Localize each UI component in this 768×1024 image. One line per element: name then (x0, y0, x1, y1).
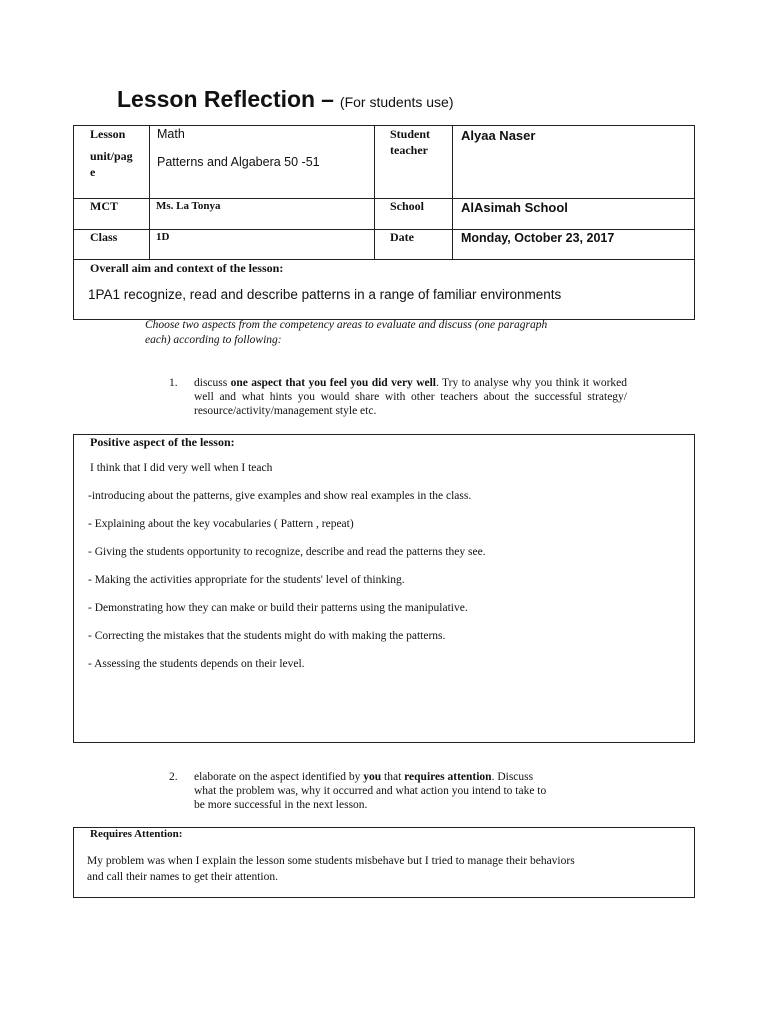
mct-value: Ms. La Tonya (156, 200, 221, 212)
unit-page-value: Patterns and Algabera 50 -51 (157, 155, 320, 169)
label-line: teacher (390, 143, 428, 157)
item-2-text (194, 770, 634, 812)
positive-line: - Making the activities appropriate for the students' level of thinking. (88, 574, 405, 586)
item-1 (169, 376, 629, 420)
instructions-line: Choose two aspects from the competency areas to evaluate and discuss (one paragraph (145, 319, 548, 331)
positive-aspect-title: Positive aspect of the lesson: (90, 435, 235, 449)
requires-attention-title: Requires Attention: (90, 828, 183, 840)
page-title (117, 86, 454, 113)
item-number: 2. (169, 771, 178, 783)
table-divider (374, 126, 375, 259)
class-label: Class (90, 230, 118, 244)
label-line: Lesson (90, 127, 126, 141)
label-line: unit/pag (90, 149, 133, 163)
positive-aspect-box (73, 434, 695, 743)
positive-line: - Giving the students opportunity to recognize, describe and read the patterns they see. (88, 546, 486, 558)
item-text-bold: one aspect that you feel you did very well (230, 377, 436, 389)
item-1-text (194, 376, 627, 418)
positive-line: - Assessing the students depends on their level. (88, 658, 305, 670)
instructions-text (145, 318, 625, 348)
aim-value: 1PA1 recognize, read and describe patterns in a range of familiar environments (88, 287, 562, 302)
school-value: AlAsimah School (461, 200, 568, 215)
positive-line: - Explaining about the key vocabularies ( Pattern , repeat) (88, 518, 354, 530)
attention-line: and call their names to get their attention. (87, 871, 278, 883)
student-teacher-value: Alyaa Naser (461, 128, 536, 143)
label-line: Student (390, 127, 431, 141)
date-label: Date (390, 230, 414, 244)
requires-attention-box (73, 827, 695, 898)
attention-line: My problem was when I explain the lesson some students misbehave but I tried to manage their behaviors (87, 855, 575, 867)
item-text-part: elaborate on the aspect identified by (194, 771, 364, 783)
positive-line: I think that I did very well when I teach (90, 462, 273, 474)
item-text-bold: you (363, 771, 382, 783)
item-text-part: that (381, 771, 405, 783)
item-text-bold: requires attention (404, 771, 492, 783)
subject-value: Math (157, 127, 185, 141)
aim-label: Overall aim and context of the lesson: (90, 261, 284, 275)
lesson-unit-label (90, 126, 133, 180)
class-value: 1D (156, 231, 170, 243)
item-text-part: . Discuss (491, 771, 534, 783)
title-dash: – (321, 86, 334, 112)
item-2-line: be more successful in the next lesson. (194, 799, 368, 811)
item-2-line (194, 770, 634, 784)
table-divider (452, 126, 453, 259)
mct-label: MCT (90, 199, 118, 213)
table-divider (149, 126, 150, 259)
student-teacher-label (390, 126, 450, 158)
item-2 (169, 770, 629, 814)
item-number: 1. (169, 377, 178, 389)
lesson-info-table (73, 125, 695, 320)
date-value: Monday, October 23, 2017 (461, 231, 615, 245)
item-2-line: what the problem was, why it occurred and what action you intend to take to (194, 785, 547, 797)
label-line: e (90, 165, 96, 179)
instructions-line: each) according to following: (145, 334, 282, 346)
item-text-part: discuss (194, 377, 231, 389)
school-label: School (390, 199, 425, 213)
positive-line: - Demonstrating how they can make or build their patterns using the manipulative. (88, 602, 468, 614)
item-text-part: . Try to analyse why you think it worked well and what hints you would share with other teachers about the successful strategy/ resource/activity/management style etc. (194, 377, 628, 417)
title-subtitle: (For students use) (339, 94, 454, 110)
positive-line: - Correcting the mistakes that the students might do with making the patterns. (88, 630, 446, 642)
title-text: Lesson Reflection (117, 86, 316, 112)
positive-line: -introducing about the patterns, give examples and show real examples in the class. (88, 490, 472, 502)
